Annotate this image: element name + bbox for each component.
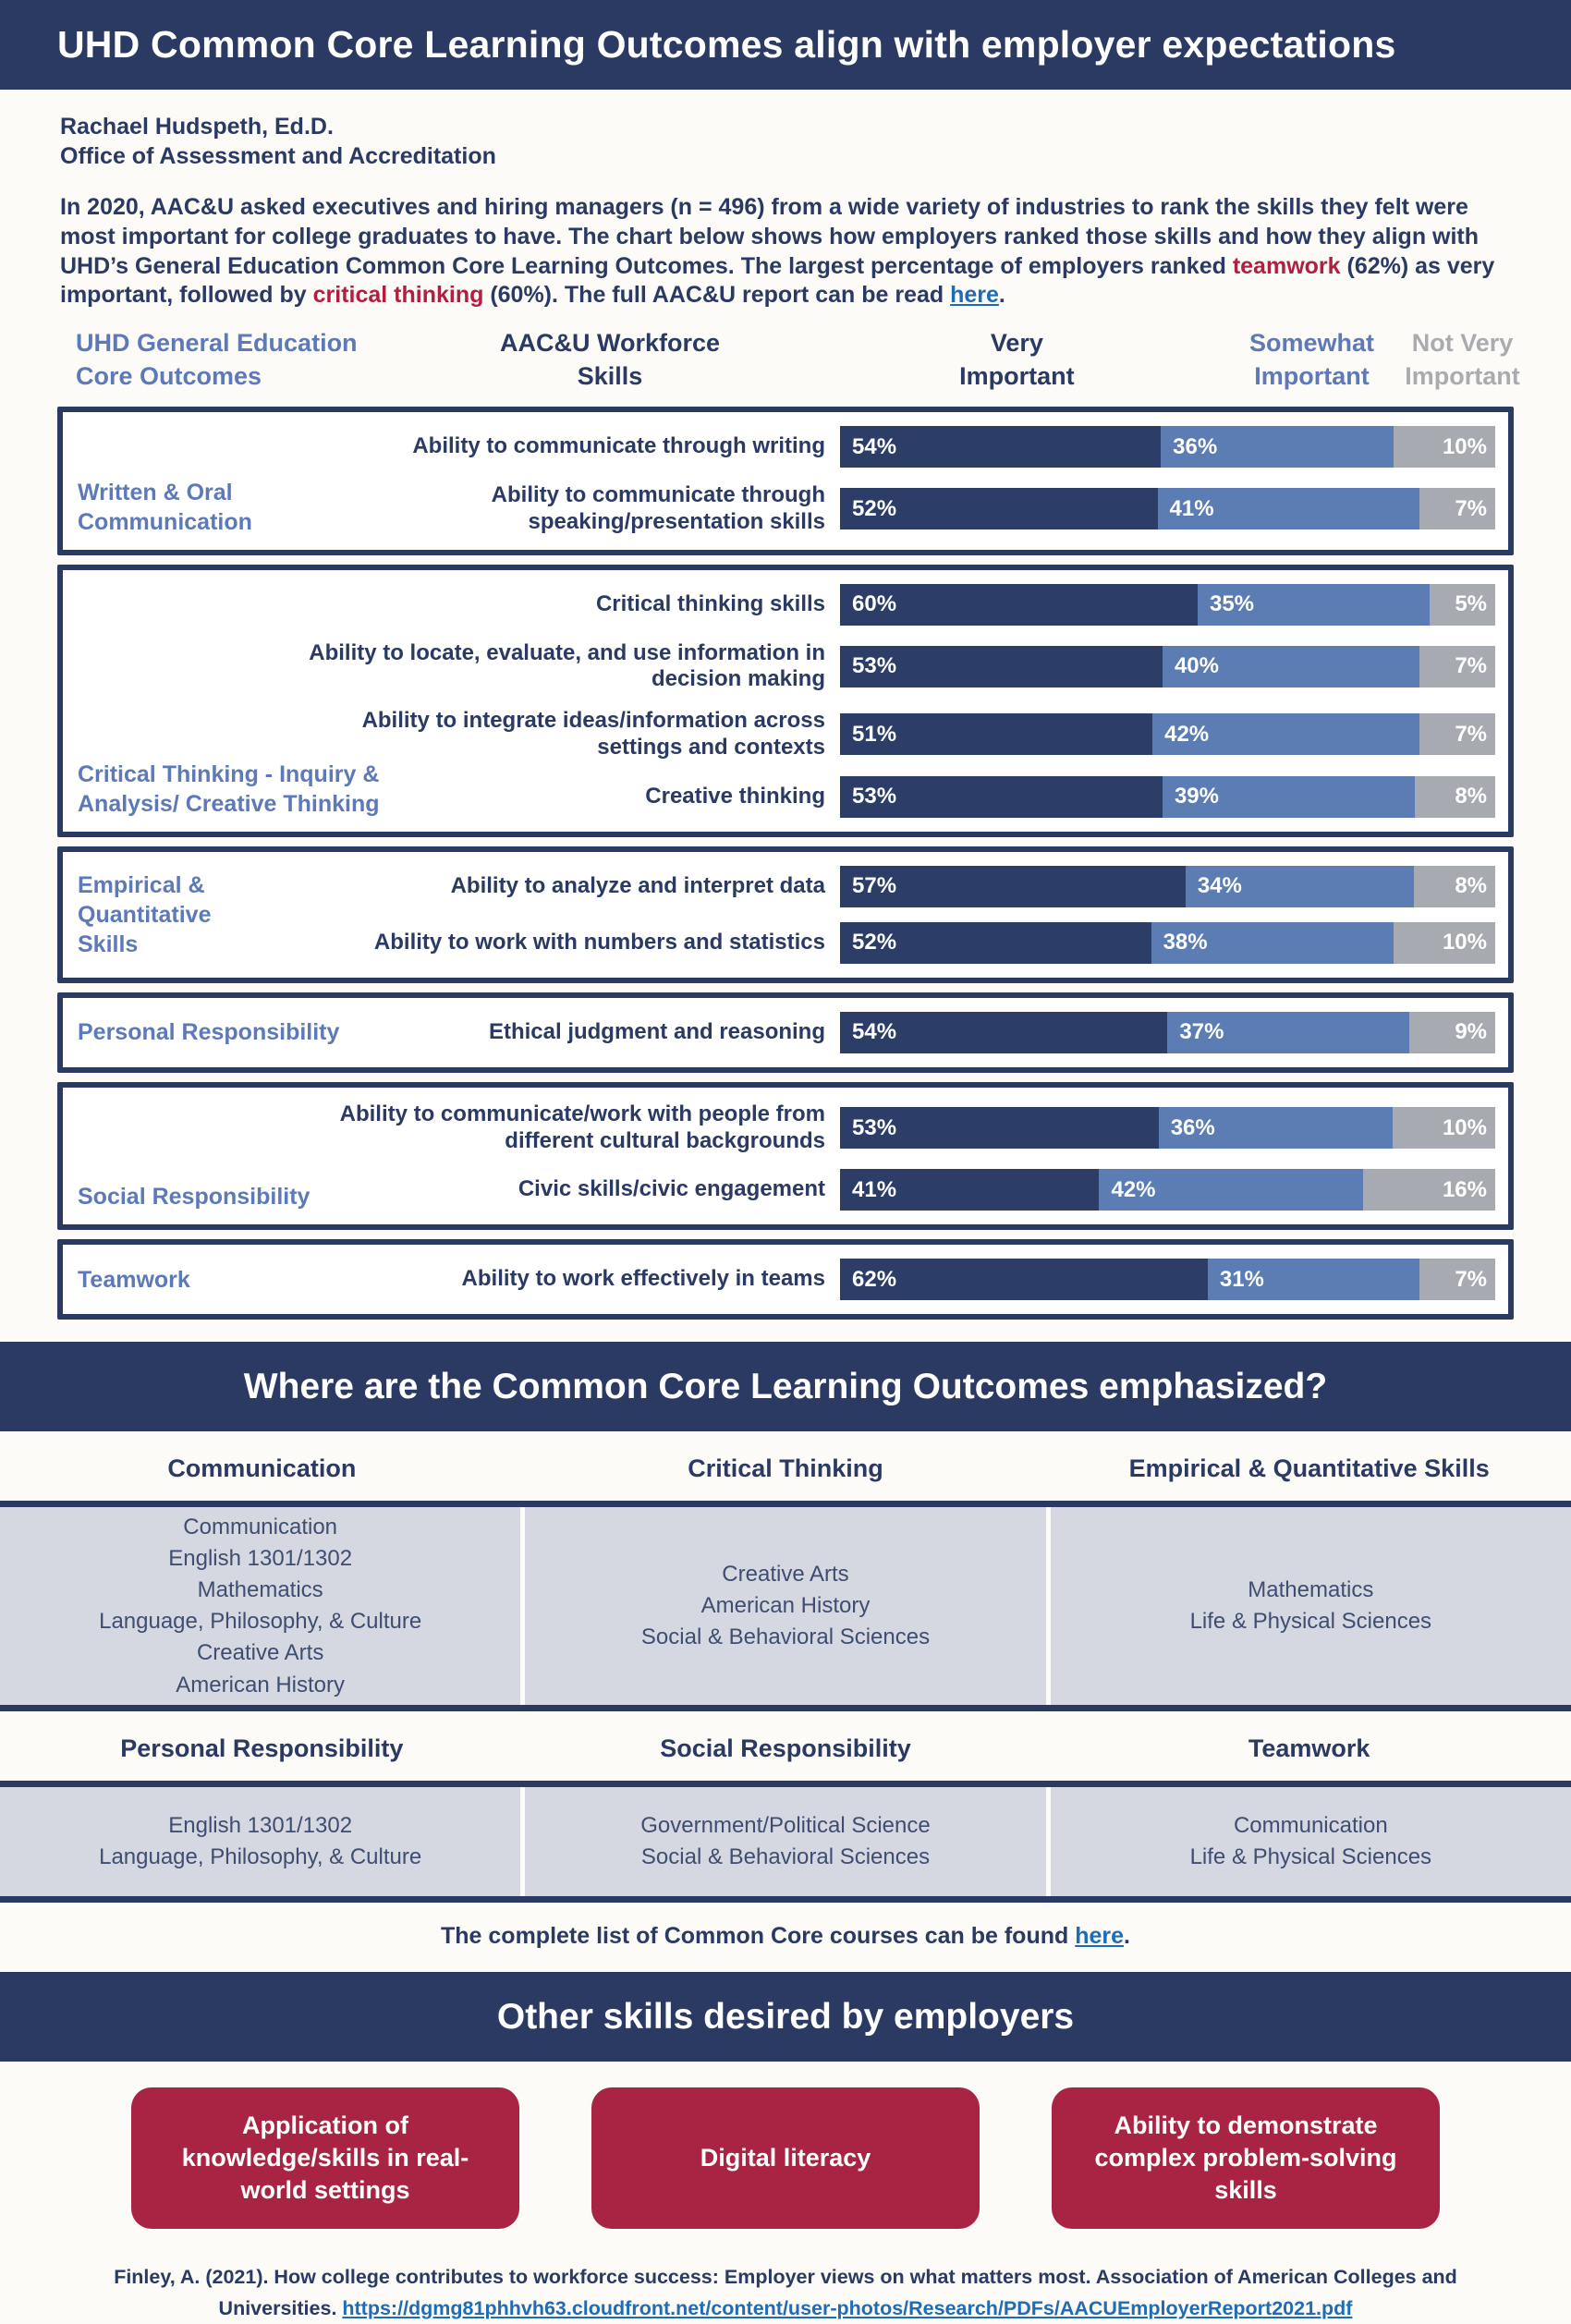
outcome-group bbox=[57, 407, 1514, 555]
skill-row bbox=[63, 419, 1495, 475]
course-item: Social & Behavioral Sciences bbox=[640, 1624, 931, 1650]
bar-segment-very-important bbox=[840, 776, 1163, 818]
stacked-bar bbox=[840, 1169, 1495, 1211]
emphasis-column-header: Teamwork bbox=[1248, 1734, 1370, 1763]
segment-value: 7% bbox=[1455, 1266, 1487, 1292]
bar-segment-somewhat-important bbox=[1158, 488, 1420, 529]
citation-text: Finley, A. (2021). How college contributes to workforce success: Employer views on what matters most. Association of American Colleges and Universities. bbox=[114, 2266, 1457, 2319]
segment-value: 40% bbox=[1174, 653, 1219, 679]
bar-segment-somewhat-important bbox=[1163, 646, 1419, 687]
bar-segment-somewhat-important bbox=[1198, 584, 1430, 626]
bar-segment-somewhat-important bbox=[1161, 426, 1394, 468]
segment-value: 35% bbox=[1209, 591, 1255, 617]
segment-value: 10% bbox=[1442, 930, 1487, 955]
emphasis-cell bbox=[525, 1507, 1045, 1705]
skill-label: Creative thinking bbox=[645, 783, 825, 809]
course-item: Life & Physical Sciences bbox=[1189, 1844, 1432, 1870]
citation-link[interactable]: https://dgmg81phhvh63.cloudfront.net/content/user-photos/Research/PDFs/AACUEmployerReport2021.pdf bbox=[342, 2296, 1353, 2319]
column-header-somewhat-important: Somewhat Important bbox=[1248, 329, 1374, 390]
segment-value: 34% bbox=[1197, 873, 1242, 899]
bar-segment-somewhat-important bbox=[1099, 1169, 1363, 1211]
outcome-label: Teamwork bbox=[78, 1266, 190, 1293]
other-skills-banner bbox=[0, 1972, 1571, 2062]
skill-label: Ethical judgment and reasoning bbox=[488, 1018, 825, 1044]
bar-segment-not-very-important bbox=[1363, 1169, 1495, 1211]
course-item: American History bbox=[700, 1593, 871, 1619]
emphasis-cell bbox=[1051, 1787, 1571, 1896]
segment-value: 5% bbox=[1455, 591, 1487, 617]
outcome-label: Social Responsibility bbox=[78, 1184, 311, 1211]
bar-segment-somewhat-important bbox=[1151, 922, 1394, 964]
bar-segment-very-important bbox=[840, 1107, 1159, 1149]
segment-value: 53% bbox=[852, 784, 897, 809]
stacked-bar bbox=[840, 584, 1495, 626]
skill-label: Ability to locate, evaluate, and use information in decision making bbox=[309, 639, 825, 692]
teamwork-highlight: teamwork bbox=[1232, 252, 1341, 279]
segment-value: 52% bbox=[852, 495, 897, 521]
course-item: Language, Philosophy, & Culture bbox=[99, 1844, 422, 1870]
segment-value: 10% bbox=[1442, 1114, 1487, 1140]
emphasis-cell bbox=[1051, 1507, 1571, 1705]
stacked-bar bbox=[840, 1107, 1495, 1149]
column-header-skills: AAC&U Workforce Skills bbox=[499, 329, 721, 390]
bar-segment-very-important bbox=[840, 584, 1198, 626]
bar-segment-somewhat-important bbox=[1163, 776, 1415, 818]
bar-segment-somewhat-important bbox=[1159, 1107, 1394, 1149]
emphasis-header-row-1 bbox=[0, 1431, 1571, 1501]
emphasis-column-header: Empirical & Quantitative Skills bbox=[1128, 1454, 1490, 1483]
intro-text: . bbox=[998, 282, 1005, 309]
author-office: Office of Assessment and Accreditation bbox=[60, 143, 496, 169]
course-item: Government/Political Science bbox=[640, 1813, 931, 1839]
segment-value: 8% bbox=[1455, 873, 1487, 899]
bar-segment-somewhat-important bbox=[1152, 713, 1419, 755]
stacked-bar bbox=[840, 866, 1495, 907]
emphasis-header-row-2 bbox=[0, 1711, 1571, 1781]
outcome-label: Written & Oral Communication bbox=[78, 479, 252, 535]
course-item: Life & Physical Sciences bbox=[1189, 1609, 1432, 1635]
divider bbox=[0, 1705, 1571, 1711]
course-item: American History bbox=[176, 1672, 346, 1697]
segment-value: 7% bbox=[1455, 721, 1488, 747]
outcome-group bbox=[57, 565, 1514, 837]
bar-segment-not-very-important bbox=[1419, 713, 1495, 755]
intro-text: (62%) as very important, followed by bbox=[60, 252, 1495, 309]
top-banner bbox=[0, 0, 1571, 90]
other-skills-cards bbox=[0, 2087, 1571, 2229]
course-item: Creative Arts bbox=[196, 1640, 324, 1666]
course-list-link[interactable]: here bbox=[1075, 1923, 1125, 1950]
segment-value: 7% bbox=[1455, 495, 1487, 521]
segment-value: 10% bbox=[1442, 433, 1487, 459]
skill-label: Ability to work effectively in teams bbox=[461, 1266, 825, 1292]
segment-value: 31% bbox=[1219, 1266, 1264, 1292]
segment-value: 38% bbox=[1163, 930, 1208, 955]
bar-segment-very-important bbox=[840, 488, 1158, 529]
skill-row bbox=[63, 915, 1495, 971]
chart-header bbox=[57, 327, 1520, 395]
skill-label: Ability to communicate/work with people from different cultural backgrounds bbox=[339, 1101, 825, 1153]
other-skills-banner-title: Other skills desired by employers bbox=[496, 1996, 1075, 2037]
emphasis-column-header: Personal Responsibility bbox=[120, 1734, 404, 1763]
report-link[interactable]: here bbox=[950, 282, 999, 309]
bar-segment-very-important bbox=[840, 426, 1161, 468]
emphasis-cells-row-1 bbox=[0, 1507, 1571, 1705]
outcome-group bbox=[57, 992, 1514, 1073]
course-item: English 1301/1302 bbox=[168, 1813, 353, 1839]
bar-segment-very-important bbox=[840, 713, 1152, 755]
outcome-label: Personal Responsibility bbox=[78, 1019, 340, 1046]
skill-label: Civic skills/civic engagement bbox=[518, 1176, 825, 1202]
bar-segment-not-very-important bbox=[1415, 776, 1495, 818]
outcome-group bbox=[57, 1239, 1514, 1320]
note-suffix: . bbox=[1124, 1923, 1130, 1950]
emphasis-column-header: Critical Thinking bbox=[688, 1454, 883, 1483]
segment-value: 42% bbox=[1164, 721, 1210, 747]
skill-row bbox=[63, 633, 1495, 701]
skill-label: Ability to communicate through writing bbox=[412, 433, 825, 459]
bar-segment-somewhat-important bbox=[1167, 1012, 1409, 1053]
outcome-label: Empirical & Quantitative Skills bbox=[78, 871, 212, 957]
author-block bbox=[60, 112, 1511, 171]
bar-column-headers bbox=[840, 327, 1520, 395]
course-item: Communication bbox=[183, 1515, 338, 1540]
bar-segment-not-very-important bbox=[1419, 646, 1495, 687]
skill-card: Ability to demonstrate complex problem-solving skills bbox=[1052, 2087, 1440, 2229]
outcome-label: Critical Thinking - Inquiry & Analysis/ Creative Thinking bbox=[78, 760, 380, 817]
citation bbox=[83, 2262, 1488, 2324]
segment-value: 62% bbox=[852, 1266, 897, 1292]
skill-label: Critical thinking skills bbox=[595, 590, 825, 616]
divider bbox=[0, 1781, 1571, 1787]
segment-value: 36% bbox=[1173, 433, 1218, 459]
segment-value: 36% bbox=[1170, 1114, 1215, 1140]
bar-segment-not-very-important bbox=[1419, 488, 1495, 529]
bar-segment-not-very-important bbox=[1393, 1107, 1495, 1149]
emphasis-cell bbox=[0, 1507, 520, 1705]
stacked-bar bbox=[840, 426, 1495, 468]
stacked-bar bbox=[840, 488, 1495, 529]
segment-value: 41% bbox=[852, 1176, 897, 1202]
divider bbox=[0, 1896, 1571, 1903]
skill-label: Ability to integrate ideas/information across settings and contexts bbox=[361, 708, 825, 760]
bar-segment-somewhat-important bbox=[1186, 866, 1415, 907]
group-rows bbox=[63, 1251, 1495, 1308]
segment-value: 60% bbox=[852, 591, 897, 617]
intro-paragraph bbox=[60, 193, 1511, 310]
group-rows bbox=[63, 858, 1495, 971]
stacked-bar bbox=[840, 1012, 1495, 1053]
bar-segment-not-very-important bbox=[1419, 1259, 1495, 1300]
intro-text: (60%). The full AAC&U report can be read bbox=[483, 282, 951, 309]
segment-value: 39% bbox=[1174, 784, 1219, 809]
emphasis-banner bbox=[0, 1342, 1571, 1431]
segment-value: 54% bbox=[852, 433, 897, 459]
emphasis-cell bbox=[525, 1787, 1045, 1896]
bar-segment-not-very-important bbox=[1414, 866, 1495, 907]
stacked-bar bbox=[840, 776, 1495, 818]
stacked-bar bbox=[840, 646, 1495, 687]
page-title: UHD Common Core Learning Outcomes align with employer expectations bbox=[57, 23, 1396, 66]
course-list-note bbox=[0, 1923, 1571, 1950]
stacked-bar bbox=[840, 713, 1495, 755]
bar-segment-not-very-important bbox=[1409, 1012, 1495, 1053]
segment-value: 42% bbox=[1111, 1176, 1156, 1202]
segment-value: 7% bbox=[1455, 653, 1487, 679]
emphasis-column-header: Social Responsibility bbox=[660, 1734, 911, 1763]
skill-row bbox=[63, 700, 1495, 769]
column-header-outcomes: UHD General Education Core Outcomes bbox=[76, 329, 358, 390]
course-item: Mathematics bbox=[1248, 1577, 1374, 1603]
segment-value: 53% bbox=[852, 1114, 897, 1140]
segment-value: 54% bbox=[852, 1019, 897, 1045]
bar-segment-somewhat-important bbox=[1208, 1259, 1419, 1300]
bar-segment-very-important bbox=[840, 646, 1163, 687]
segment-value: 8% bbox=[1455, 784, 1487, 809]
segment-value: 53% bbox=[852, 653, 897, 679]
bar-segment-very-important bbox=[840, 1169, 1099, 1211]
emphasis-banner-title: Where are the Common Core Learning Outcomes emphasized? bbox=[243, 1366, 1328, 1406]
bar-segment-very-important bbox=[840, 1012, 1167, 1053]
bar-segment-very-important bbox=[840, 922, 1151, 964]
course-item: Mathematics bbox=[197, 1577, 323, 1603]
bar-segment-not-very-important bbox=[1394, 922, 1495, 964]
emphasis-cells-row-2 bbox=[0, 1787, 1571, 1896]
segment-value: 41% bbox=[1169, 495, 1214, 521]
bar-segment-not-very-important bbox=[1394, 426, 1495, 468]
course-item: Social & Behavioral Sciences bbox=[640, 1844, 931, 1870]
skill-label: Ability to work with numbers and statistics bbox=[373, 929, 825, 955]
column-header-very-important: Very Important bbox=[959, 329, 1075, 390]
bar-segment-not-very-important bbox=[1430, 584, 1495, 626]
skill-row bbox=[63, 1094, 1495, 1162]
note-text: The complete list of Common Core courses can be found bbox=[441, 1923, 1076, 1950]
skill-label: Ability to communicate through speaking/presentation skills bbox=[491, 482, 825, 534]
segment-value: 52% bbox=[852, 930, 897, 955]
emphasis-column-header: Communication bbox=[167, 1454, 357, 1483]
segment-value: 51% bbox=[852, 721, 897, 747]
column-header-not-very-important: Not Very Important bbox=[1405, 329, 1520, 390]
course-item: Creative Arts bbox=[722, 1562, 849, 1588]
stacked-bar bbox=[840, 922, 1495, 964]
segment-value: 57% bbox=[852, 873, 897, 899]
outcome-group bbox=[57, 846, 1514, 983]
other-skills-section bbox=[0, 1972, 1571, 2229]
bar-segment-very-important bbox=[840, 866, 1186, 907]
segment-value: 9% bbox=[1455, 1019, 1487, 1045]
skill-row bbox=[63, 858, 1495, 915]
segment-value: 16% bbox=[1442, 1176, 1487, 1202]
course-item: Language, Philosophy, & Culture bbox=[99, 1609, 422, 1635]
course-item: English 1301/1302 bbox=[168, 1546, 353, 1572]
skill-card: Application of knowledge/skills in real-world settings bbox=[131, 2087, 519, 2229]
course-item: Communication bbox=[1233, 1813, 1388, 1839]
author-name: Rachael Hudspeth, Ed.D. bbox=[60, 114, 334, 140]
skill-row bbox=[63, 1251, 1495, 1308]
emphasis-section bbox=[0, 1342, 1571, 1950]
skill-label: Ability to analyze and interpret data bbox=[450, 872, 825, 898]
divider bbox=[0, 1501, 1571, 1507]
chart-groups bbox=[57, 407, 1514, 1320]
critical-thinking-highlight: critical thinking bbox=[312, 282, 484, 309]
segment-value: 37% bbox=[1179, 1019, 1224, 1045]
skill-card: Digital literacy bbox=[591, 2087, 980, 2229]
bar-segment-very-important bbox=[840, 1259, 1208, 1300]
emphasis-cell bbox=[0, 1787, 520, 1896]
stacked-bar bbox=[840, 1259, 1495, 1300]
outcome-group bbox=[57, 1082, 1514, 1231]
skill-row bbox=[63, 577, 1495, 633]
intro-text: In 2020, AAC&U asked executives and hiring managers (n = 496) from a wide variety of industries to rank the skills they felt were most important for college graduates to have. The chart below shows how employers ranked those skills and how they align with UHD’s General Education Common Core Learning Outcomes. The largest percentage of employers ranked bbox=[60, 194, 1480, 279]
skills-chart bbox=[57, 327, 1520, 1320]
